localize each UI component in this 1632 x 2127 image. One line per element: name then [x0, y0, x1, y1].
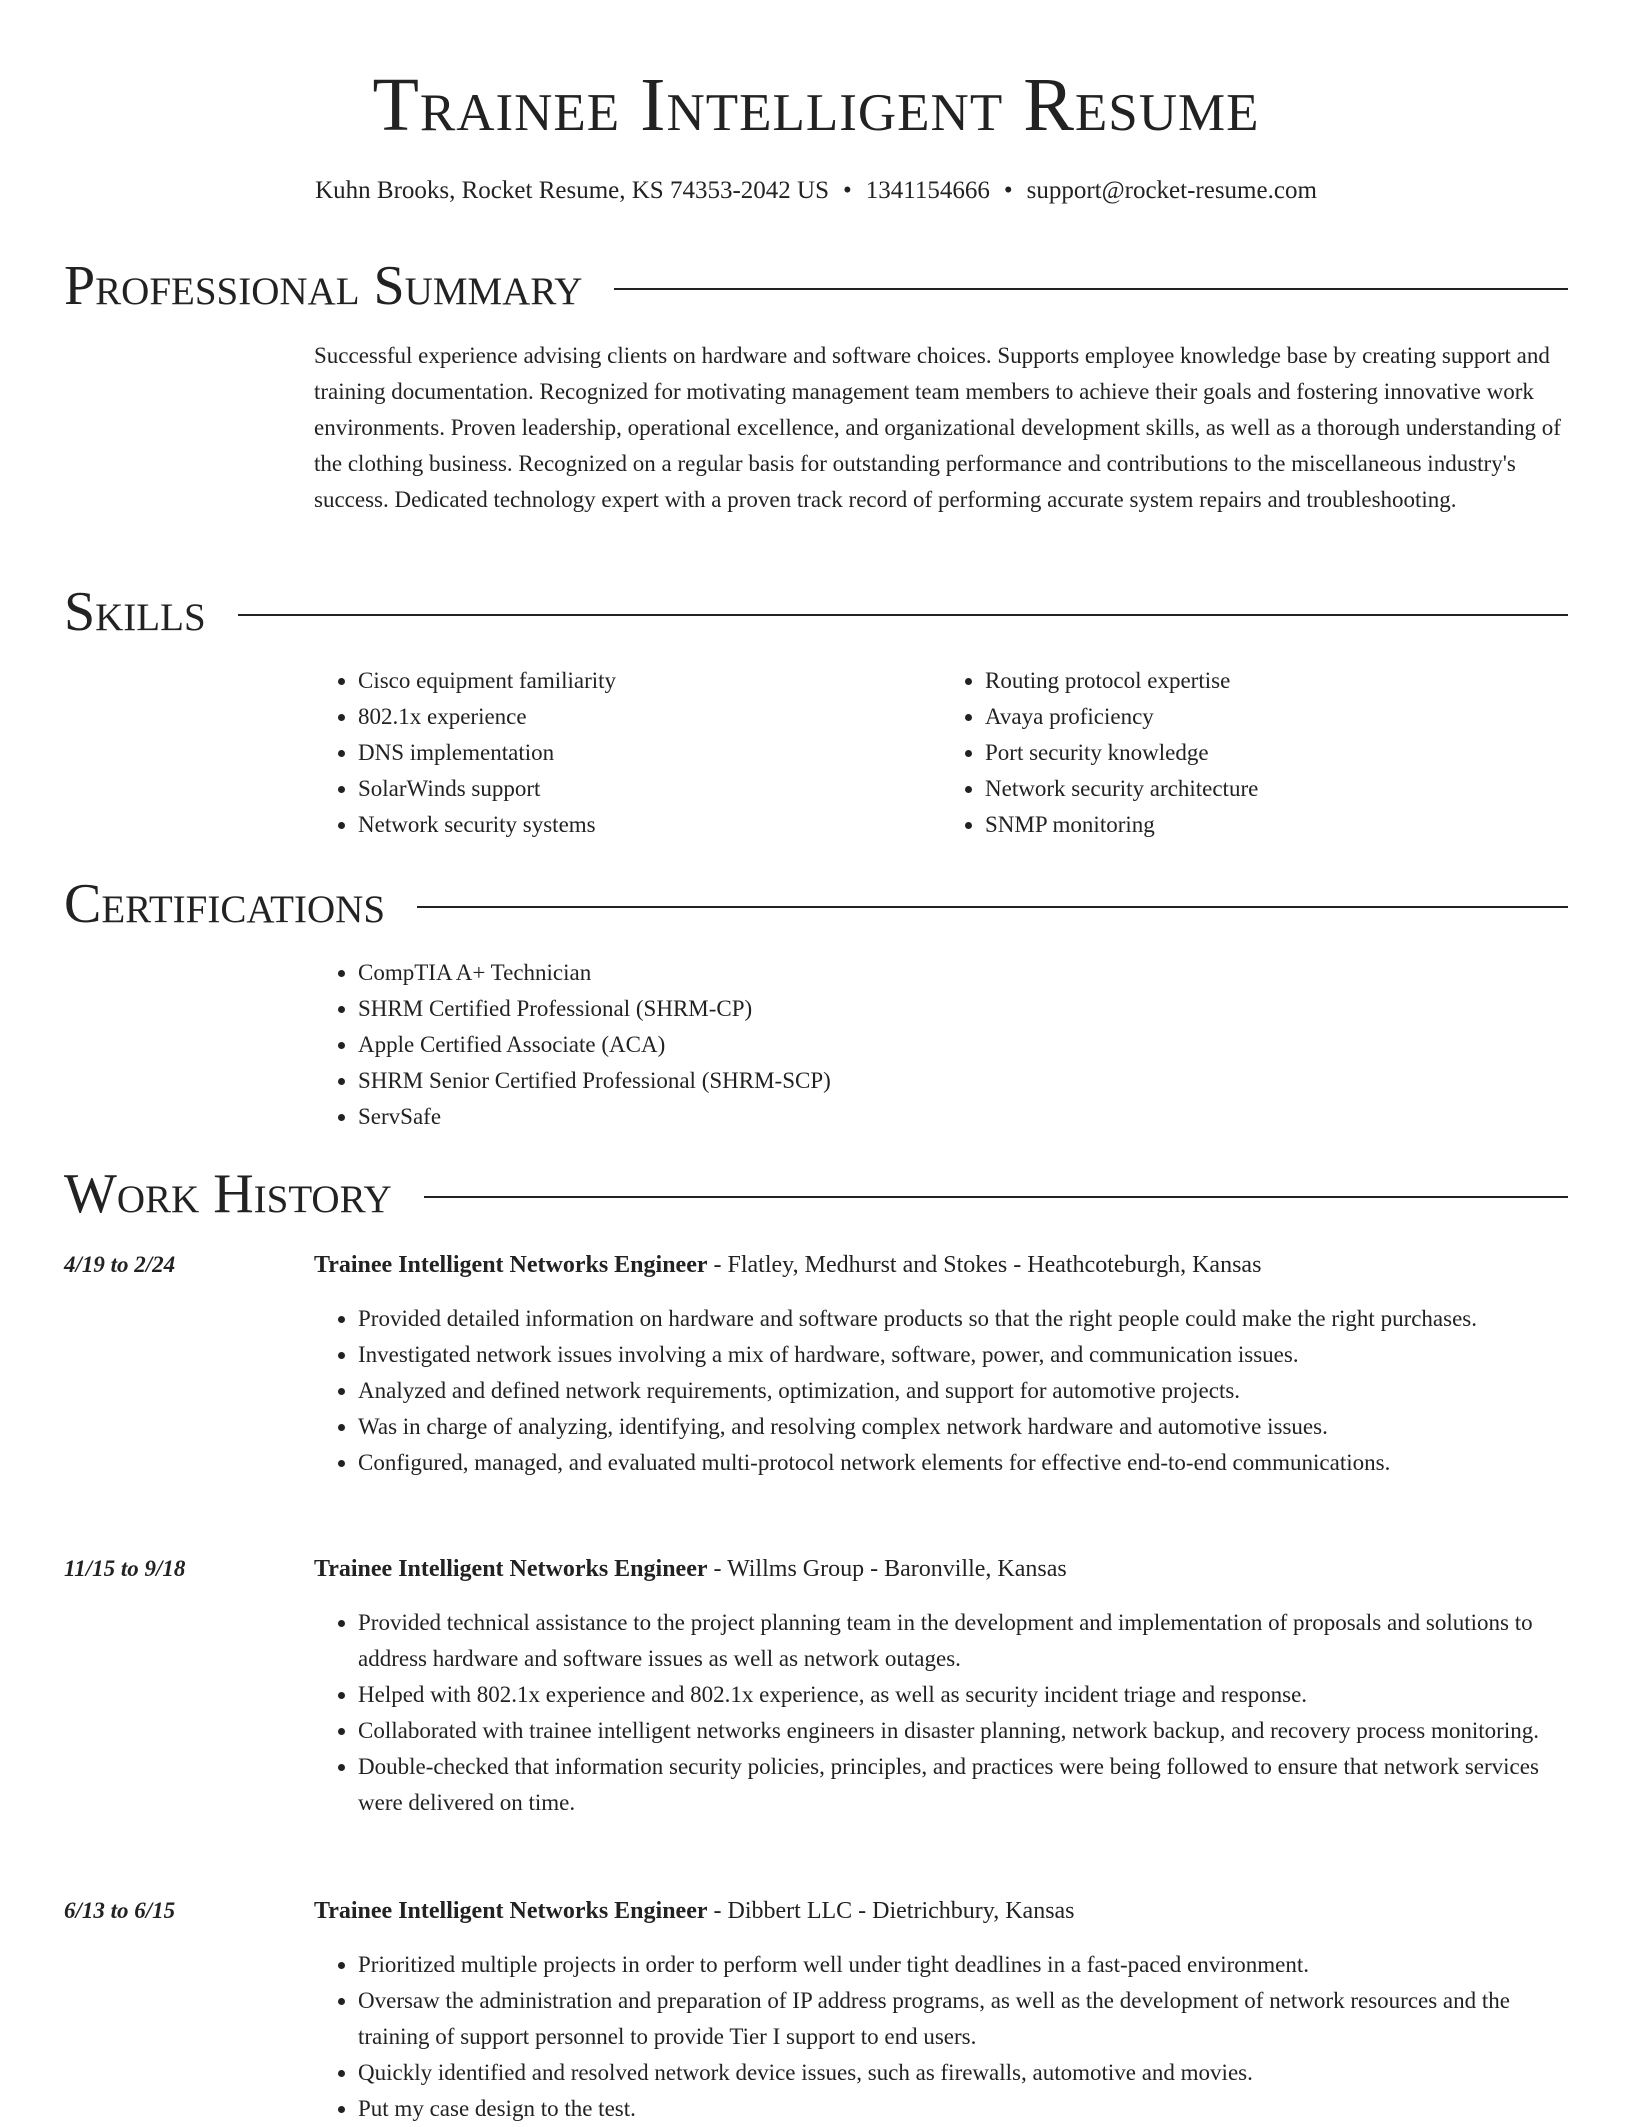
job-heading — [314, 1551, 1568, 1587]
job-bullet: • Was in charge of analyzing, identifying, and resolving complex network hardware and automotive issues. — [358, 1409, 1568, 1445]
job-heading — [314, 1247, 1568, 1283]
job-bullet: • Double-checked that information security policies, principles, and practices were being followed to ensure that network services were delivered on time. — [358, 1749, 1568, 1821]
job-company: - Dibbert LLC - Dietrichbury, Kansas — [707, 1898, 1075, 1924]
contact-separator: • — [1003, 177, 1013, 204]
section-divider — [238, 614, 1568, 616]
certification-item: • Apple Certified Associate (ACA) — [358, 1027, 1568, 1063]
skills-grid — [314, 663, 1568, 843]
job-bullet: • Collaborated with trainee intelligent networks engineers in disaster planning, network backup, and recovery process monitoring. — [358, 1713, 1568, 1749]
job-title: Trainee Intelligent Networks Engineer — [314, 1898, 708, 1924]
contact-phone: 1341154666 — [865, 177, 990, 204]
job-bullet: • Helped with 802.1x experience and 802.1x experience, as well as security incident triage and response. — [358, 1677, 1568, 1713]
contact-address: Kuhn Brooks, Rocket Resume, KS 74353-2042 US — [315, 177, 829, 204]
section-divider — [614, 288, 1568, 290]
section-header-work — [64, 1162, 1568, 1226]
job-bullet: • Analyzed and defined network requirements, optimization, and support for automotive projects. — [358, 1373, 1568, 1409]
section-header-skills — [64, 580, 1568, 644]
section-divider — [417, 906, 1568, 908]
skills-list-right — [941, 663, 1568, 843]
section-divider — [424, 1196, 1568, 1198]
skills-list-left — [314, 663, 941, 843]
skill-item: • Avaya proficiency — [985, 699, 1568, 735]
certification-item: • SHRM Senior Certified Professional (SHRM-SCP) — [358, 1063, 1568, 1099]
section-title-summary: Professional Summary — [64, 255, 583, 317]
summary-body — [314, 338, 1568, 518]
job-bullet: • Prioritized multiple projects in order to perform well under tight deadlines in a fast-paced environment. — [358, 1947, 1568, 1983]
resume-title: Trainee Intelligent Resume — [372, 63, 1260, 147]
job-bullet: • Oversaw the administration and preparation of IP address programs, as well as the development of network resources and the training of support personnel to provide Tier I support to end users. — [358, 1983, 1568, 2055]
certifications-list — [314, 955, 1568, 1135]
certifications-body — [314, 955, 1568, 1135]
skill-item: • SNMP monitoring — [985, 807, 1568, 843]
job-bullet: • Configured, managed, and evaluated multi-protocol network elements for effective end-to-end communications. — [358, 1445, 1568, 1481]
section-title-skills: Skills — [64, 581, 206, 643]
job-bullet: • Provided technical assistance to the project planning team in the development and implementation of proposals and solutions to address hardware and software issues as well as network outages. — [358, 1605, 1568, 1677]
job-bullet: • Quickly identified and resolved network device issues, such as firewalls, automotive and movies. — [358, 2055, 1568, 2091]
certification-item: • SHRM Certified Professional (SHRM-CP) — [358, 991, 1568, 1027]
section-title-certifications: Certifications — [64, 873, 386, 935]
job-bullet: • Provided detailed information on hardware and software products so that the right people could make the right purchases. — [358, 1301, 1568, 1337]
summary-text: Successful experience advising clients on hardware and software choices. Supports employee knowledge base by creating support and training documentation. Recognized for motivating management team members to achieve their goals and fostering innovative work environments. Proven leadership, operational excellence, and organizational development skills, as well as a thorough understanding of the clothing business. Recognized on a regular basis for outstanding performance and contributions to the miscellaneous industry's success. Dedicated technology expert with a proven track record of performing accurate system repairs and troubleshooting. — [314, 343, 1561, 512]
job-bullets — [314, 1947, 1568, 2127]
skill-item: • SolarWinds support — [358, 771, 941, 807]
skill-item: • Cisco equipment familiarity — [358, 663, 941, 699]
job-bullet: • Put my case design to the test. — [358, 2091, 1568, 2127]
skill-item: • Network security systems — [358, 807, 941, 843]
job-dates: 4/19 to 2/24 — [64, 1252, 176, 1277]
job-title: Trainee Intelligent Networks Engineer — [314, 1252, 708, 1278]
certification-item: • CompTIA A+ Technician — [358, 955, 1568, 991]
skill-item: • Port security knowledge — [985, 735, 1568, 771]
section-header-certifications — [64, 872, 1568, 936]
job-dates: 11/15 to 9/18 — [64, 1556, 186, 1581]
job-dates: 6/13 to 6/15 — [64, 1898, 176, 1923]
skill-item: • 802.1x experience — [358, 699, 941, 735]
section-header-summary — [64, 254, 1568, 318]
contact-separator: • — [842, 177, 852, 204]
job-bullet: • Investigated network issues involving a mix of hardware, software, power, and communication issues. — [358, 1337, 1568, 1373]
job-bullets — [314, 1605, 1568, 1821]
skill-item: • Network security architecture — [985, 771, 1568, 807]
job-heading — [314, 1893, 1568, 1929]
skill-item: • Routing protocol expertise — [985, 663, 1568, 699]
job-company: - Willms Group - Baronville, Kansas — [707, 1556, 1067, 1582]
contact-line — [0, 174, 1632, 208]
skill-item: • DNS implementation — [358, 735, 941, 771]
contact-email[interactable]: support@rocket-resume.com — [1026, 177, 1317, 204]
job-title: Trainee Intelligent Networks Engineer — [314, 1556, 708, 1582]
job-bullets — [314, 1301, 1568, 1481]
certification-item: • ServSafe — [358, 1099, 1568, 1135]
job-company: - Flatley, Medhurst and Stokes - Heathcoteburgh, Kansas — [707, 1252, 1262, 1278]
section-title-work: Work History — [64, 1163, 392, 1225]
